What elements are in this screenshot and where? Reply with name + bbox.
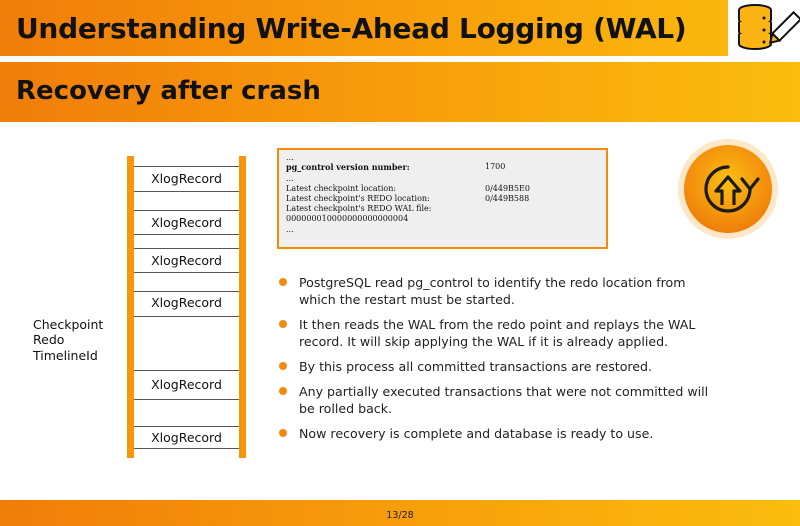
bullet-text: It then reads the WAL from the redo point and replays the WAL record. It will skip applying the WAL if it is already applied. — [299, 317, 696, 349]
code-value: 0/449B5E0 — [485, 184, 530, 193]
divider — [134, 316, 239, 317]
code-line: 000000010000000000000004 — [286, 214, 409, 223]
divider — [134, 248, 239, 249]
xlog-record: XlogRecord — [151, 253, 222, 268]
divider — [134, 234, 239, 235]
xlog-record: XlogRecord — [151, 215, 222, 230]
code-line: pg_control version number: — [286, 162, 410, 172]
bullet-dot-icon — [279, 387, 287, 395]
code-line: Latest checkpoint's REDO location: — [286, 194, 430, 203]
pg-control-output — [277, 148, 608, 249]
code-line: Latest checkpoint location: — [286, 184, 397, 193]
bullet-dot-icon — [279, 320, 287, 328]
bullet-text: PostgreSQL read pg_control to identify the redo location from which the restart must be started. — [299, 275, 686, 307]
checkpoint-label: Checkpoint — [33, 317, 104, 332]
divider — [134, 370, 239, 371]
divider — [134, 426, 239, 427]
database-pencil-icon — [728, 0, 800, 56]
code-line: ... — [286, 153, 294, 162]
code-value: 1700 — [485, 162, 506, 171]
bullet-text: By this process all committed transactions are restored. — [299, 359, 653, 374]
bullet-text: Any partially executed transactions that were not committed will be rolled back. — [299, 384, 709, 416]
bullet-dot-icon — [279, 278, 287, 286]
restart-arrow-icon — [678, 139, 778, 239]
bullet-dot-icon — [279, 429, 287, 437]
xlog-record: XlogRecord — [151, 430, 222, 445]
wal-rail-right — [239, 156, 246, 458]
wal-rail-left — [127, 156, 134, 458]
section-title: Recovery after crash — [16, 76, 321, 106]
list-item — [279, 316, 719, 350]
list-item — [279, 383, 719, 417]
xlog-record: XlogRecord — [151, 171, 222, 186]
bullet-text: Now recovery is complete and database is ready to use. — [299, 426, 654, 441]
bullet-list — [279, 274, 719, 450]
bullet-dot-icon — [279, 362, 287, 370]
divider — [134, 210, 239, 211]
code-value: 0/449B588 — [485, 194, 530, 203]
divider — [134, 448, 239, 449]
list-item — [279, 274, 719, 308]
slide-title: Understanding Write-Ahead Logging (WAL) — [16, 12, 687, 45]
code-line: ... — [286, 225, 294, 234]
list-item — [279, 425, 719, 442]
page-number: 13/28 — [386, 510, 414, 521]
timeline-id-label: TimelineId — [33, 348, 98, 363]
divider — [134, 272, 239, 273]
divider — [134, 291, 239, 292]
divider — [134, 399, 239, 400]
divider — [134, 166, 239, 167]
list-item — [279, 358, 719, 375]
code-line: ... — [286, 174, 294, 183]
redo-label: Redo — [33, 332, 65, 347]
code-line: Latest checkpoint's REDO WAL file: — [286, 204, 432, 213]
xlog-record: XlogRecord — [151, 377, 222, 392]
xlog-record: XlogRecord — [151, 295, 222, 310]
divider — [134, 191, 239, 192]
